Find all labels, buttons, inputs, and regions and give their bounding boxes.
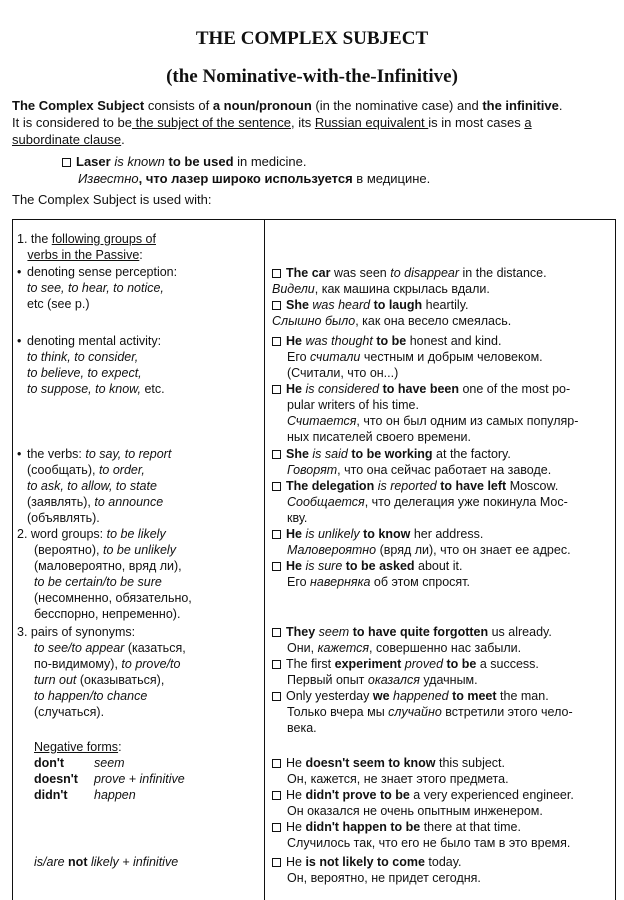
checkbox-icon [62,158,71,167]
examples-negative-likely: He is not likely to come today. Он, вероятно, не придет сегодня. [272,854,616,886]
examples-say-report: She is said to be working at the factory. Говорят, что она сейчас работает на заводе. The delegation is reported to have left Moscow. Сообщается, что делегация уже покинула Мос- кву. [272,446,616,526]
checkbox-icon [272,337,281,346]
checkbox-icon [272,628,281,637]
checkbox-icon [272,450,281,459]
examples-likely-sure: He is unlikely to know her address. Маловероятно (вряд ли), что он знает ее адрес. He is sure to be asked about it. Его наверняка об этом спросят. [272,526,616,590]
checkbox-icon [272,823,281,832]
checkbox-icon [272,791,281,800]
intro-example-en: Laser is known to be used in medicine. [62,153,307,170]
bullet-icon [17,447,27,461]
examples-mental: He was thought to be honest and kind. Его считали честным и добрым человеком. (Считали, что он...) He is considered to have been one of the most po- pular writers of his time. Считается, что он был одним из самых популяр- ных писателей своего времени. [272,333,616,445]
checkbox-icon [272,530,281,539]
verbs-block: • the verbs: to say, to report (сообщать), to order, to ask, to allow, to state (заявлять), to announce (объявлять). [17,446,257,526]
checkbox-icon [272,562,281,571]
negative-forms-block: Negative forms: [34,740,122,754]
examples-sense: The car was seen to disappear in the distance. Видели, как машина скрылась вдали. She was heard to laugh heartily. Слышно было, как она весело смеялась. [272,266,547,328]
bullet-icon [17,334,27,348]
examples-negative: He doesn't seem to know this subject. Он, кажется, не знает этого предмета. He didn't prove to be a very experienced engineer. Он оказался не очень опытным инженером. He didn't happen to be there at that time. Случилось так, что его не было там в это время. [272,755,616,851]
checkbox-icon [272,858,281,867]
checkbox-icon [272,385,281,394]
group-3: 3. pairs of synonyms: to see/to appear (казаться, по-видимому), to prove/to turn out (оказываться), to happen/to chance (случаться). [17,625,186,719]
checkbox-icon [272,660,281,669]
negative-likely: is/are not likely + infinitive [34,855,179,869]
bullet-icon [17,265,27,279]
sense-perception-block: • denoting sense perception: to see, to hear, to notice, etc (see p.) [17,264,257,312]
checkbox-icon [272,301,281,310]
checkbox-icon [272,482,281,491]
page-title: THE COMPLEX SUBJECT [195,28,429,49]
checkbox-icon [272,269,281,278]
page-subtitle: (the Nominative-with-the-Infinitive) [166,66,458,87]
checkbox-icon [272,759,281,768]
negative-forms-list: don't seem doesn't prove + infinitive didn't happen [34,756,185,802]
mental-activity-block: • denoting mental activity: to think, to consider, to believe, to expect, to suppose, to know, etc. [17,333,257,397]
checkbox-icon [272,692,281,701]
intro-example-ru: Известно, что лазер широко используется в медицине. [78,171,431,186]
group-2: 2. word groups: to be likely (вероятно), to be unlikely (маловероятно, вряд ли), to be certain/to be sure (несомненно, обязательно, бесспорно, непременно). [17,527,192,621]
used-with-label: The Complex Subject is used with: [12,192,212,207]
examples-synonyms: They seem to have quite forgotten us already. Они, кажется, совершенно нас забыли. The first experiment proved to be a success. Первый опыт оказался удачным. Only yesterday we happened to meet the man. Только вчера мы случайно встретили этого чело- века. [272,624,616,736]
intro-paragraph: The Complex Subject consists of a noun/pronoun (in the nominative case) and the infinitive. It is considered to be the subject of the sentence, its Russian equivalent is in most cases a subordinate clause. [12,98,563,147]
group-1: 1. the following groups of verbs in the Passive: [17,232,156,262]
